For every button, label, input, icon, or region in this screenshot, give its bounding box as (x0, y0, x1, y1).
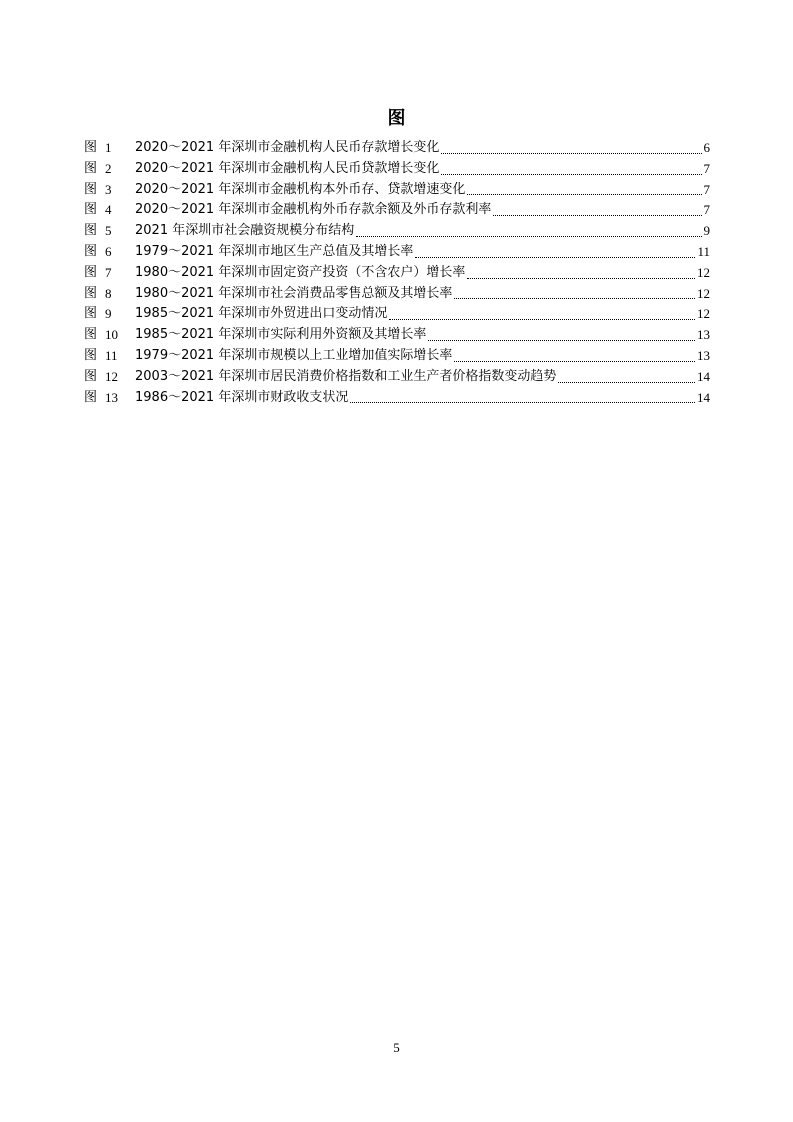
toc-entry-page: 12 (697, 285, 710, 301)
toc-entry-label: 图 (84, 223, 98, 239)
toc-entry-number: 9 (105, 306, 112, 322)
toc-dot-leader (389, 318, 695, 320)
toc-entry-page: 14 (697, 389, 710, 405)
toc-entry-number: 1 (105, 140, 112, 155)
toc-entry-number: 4 (105, 202, 112, 218)
toc-dot-leader (558, 381, 695, 383)
toc-entry[interactable] (84, 242, 710, 263)
toc-entry-number: 13 (105, 389, 119, 405)
toc-entry-title: 1985～2021 年深圳市实际利用外资额及其增长率 (135, 327, 427, 343)
toc-entry-page: 6 (703, 140, 710, 155)
toc-entry[interactable] (84, 159, 710, 180)
toc-entry-label: 图 (84, 368, 98, 384)
toc-entry[interactable] (84, 346, 710, 367)
toc-entry-title: 1986～2021 年深圳市财政收支状况 (135, 389, 349, 405)
toc-dot-leader (350, 401, 695, 403)
toc-entry[interactable] (84, 138, 710, 159)
toc-entry-label: 图 (84, 160, 98, 176)
toc-entry-label: 图 (84, 202, 98, 218)
toc-entry-title: 2020～2021 年深圳市金融机构人民币贷款增长变化 (135, 160, 440, 176)
toc-entry-number: 11 (105, 347, 118, 363)
toc-dot-leader (454, 297, 695, 299)
toc-entry-title: 2020～2021 年深圳市金融机构外币存款余额及外币存款利率 (135, 202, 492, 218)
toc-entry-label: 图 (84, 140, 98, 155)
toc-entry-number: 12 (105, 368, 119, 384)
page-number: 5 (393, 1040, 400, 1055)
toc-dot-leader (441, 152, 701, 154)
toc-entry-title: 1980～2021 年深圳市社会消费品零售总额及其增长率 (135, 285, 453, 301)
toc-entry[interactable] (84, 221, 710, 242)
toc-entry[interactable] (84, 388, 710, 409)
toc-entry-label: 图 (84, 347, 98, 363)
figure-list (84, 138, 710, 408)
toc-entry[interactable] (84, 284, 710, 305)
toc-entry-title: 2020～2021 年深圳市金融机构本外币存、贷款增速变化 (135, 181, 466, 197)
toc-entry-page: 13 (697, 327, 710, 343)
toc-entry[interactable] (84, 200, 710, 221)
toc-entry-title: 1979～2021 年深圳市规模以上工业增加值实际增长率 (135, 347, 453, 363)
toc-entry-page: 12 (697, 264, 710, 280)
toc-entry-number: 10 (105, 327, 119, 343)
toc-entry-title: 1980～2021 年深圳市固定资产投资（不含农户）增长率 (135, 264, 466, 280)
toc-entry-page: 7 (703, 202, 710, 218)
toc-entry-label: 图 (84, 181, 98, 197)
toc-entry[interactable] (84, 304, 710, 325)
toc-entry-page: 14 (697, 368, 710, 384)
toc-entry-page: 7 (703, 160, 710, 176)
toc-entry-page: 9 (703, 223, 710, 239)
toc-dot-leader (356, 235, 701, 237)
toc-entry-title: 1979～2021 年深圳市地区生产总值及其增长率 (135, 243, 414, 259)
toc-dot-leader (428, 339, 695, 341)
toc-entry-number: 6 (105, 243, 112, 259)
toc-dot-leader (467, 193, 701, 195)
toc-entry[interactable] (84, 325, 710, 346)
toc-dot-leader (493, 214, 701, 216)
toc-entry-title: 2020～2021 年深圳市金融机构人民币存款增长变化 (135, 140, 440, 155)
toc-entry-label: 图 (84, 264, 98, 280)
toc-entry[interactable] (84, 263, 710, 284)
toc-entry-number: 3 (105, 181, 112, 197)
toc-dot-leader (415, 256, 695, 258)
toc-dot-leader (467, 277, 695, 279)
toc-entry-number: 5 (105, 223, 112, 239)
toc-entry-page: 11 (697, 243, 710, 259)
toc-entry-label: 图 (84, 285, 98, 301)
toc-entry-title: 2021 年深圳市社会融资规模分布结构 (135, 223, 355, 239)
toc-dot-leader (441, 173, 701, 175)
toc-entry[interactable] (84, 180, 710, 201)
toc-entry-number: 2 (105, 160, 112, 176)
toc-entry-title: 1985～2021 年深圳市外贸进出口变动情况 (135, 306, 388, 322)
toc-dot-leader (454, 360, 695, 362)
toc-entry-page: 12 (697, 306, 710, 322)
toc-entry-number: 7 (105, 264, 112, 280)
toc-entry-label: 图 (84, 306, 98, 322)
toc-entry-label: 图 (84, 327, 98, 343)
toc-entry[interactable] (84, 367, 710, 388)
toc-entry-page: 13 (697, 347, 710, 363)
toc-entry-label: 图 (84, 243, 98, 259)
toc-entry-label: 图 (84, 389, 98, 405)
toc-entry-page: 7 (703, 181, 710, 197)
page-title: 图 (387, 108, 406, 129)
toc-entry-number: 8 (105, 285, 112, 301)
toc-entry-title: 2003～2021 年深圳市居民消费价格指数和工业生产者价格指数变动趋势 (135, 368, 557, 384)
